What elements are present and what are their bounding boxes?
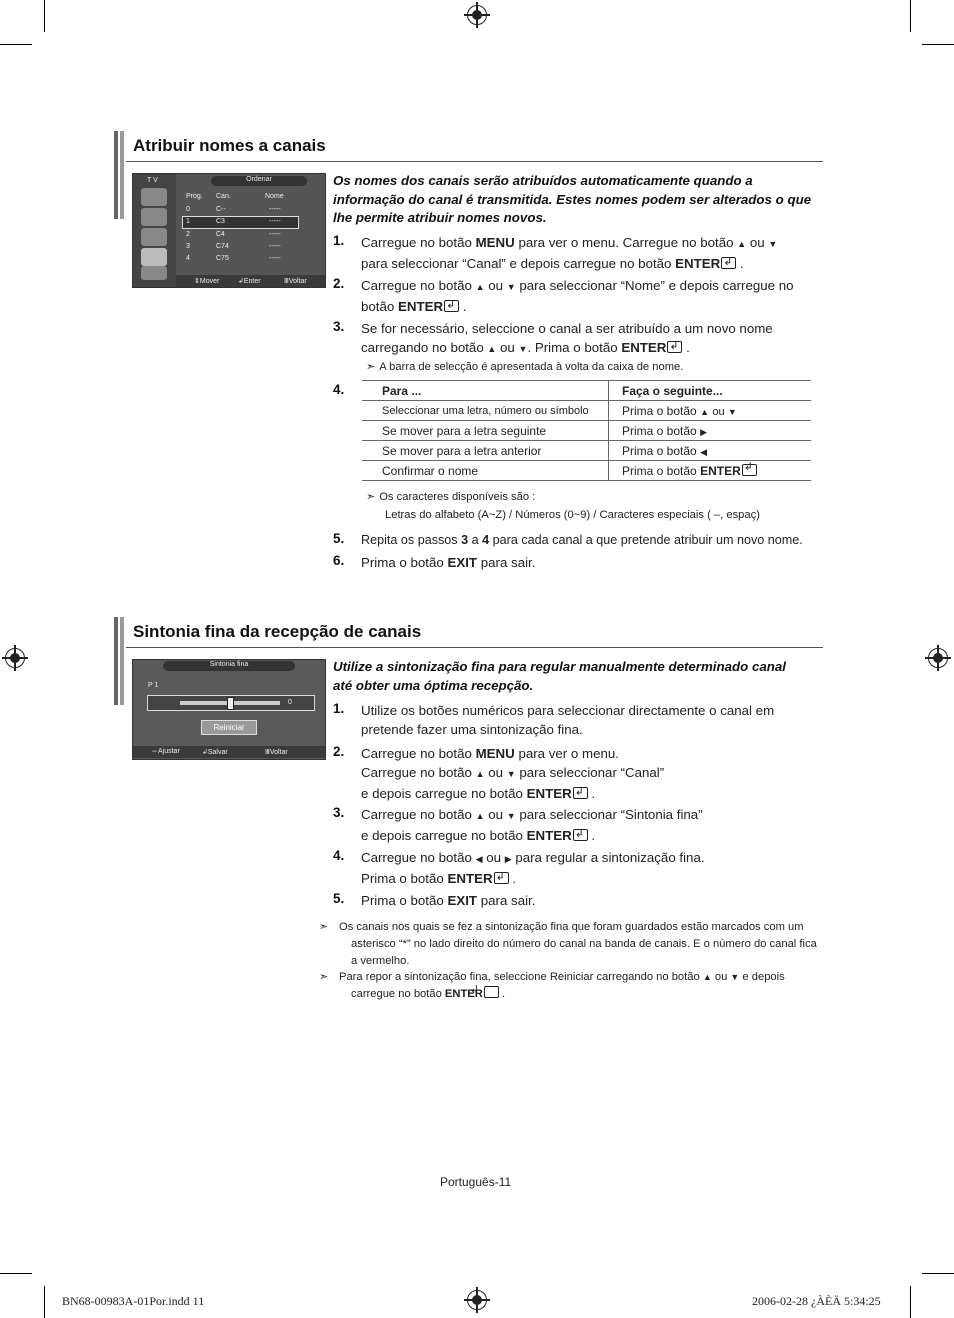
note: Letras do alfabeto (A~Z) / Números (0~9) / Caracteres especiais ( –, espaç) (385, 509, 760, 521)
section-rule (126, 647, 823, 648)
tv-row-nome: ----- (269, 218, 281, 225)
tv-row-prog: 0 (186, 206, 190, 213)
step-number: 2. (333, 276, 345, 291)
step-number: 2. (333, 744, 345, 759)
tv-footer-voltar: Voltar (288, 278, 307, 285)
tv-row-nome: ----- (269, 231, 281, 238)
tv-footer: ⇕Mover ↲Enter ⅢVoltar (176, 275, 325, 287)
note: ➣ Para repor a sintonização fina, seleccione Reiniciar carregando no botão ▲ ou ▼ e depois carregue no botão ENTER↲ . (335, 969, 821, 1003)
tv-col-can: Can. (216, 193, 231, 200)
tv-footer-mover: Mover (199, 278, 220, 285)
crop-mark (922, 1273, 954, 1274)
left-arrow-icon: ◀ (700, 446, 707, 457)
tv-prog-label: P 1 (148, 682, 159, 689)
setup-icon (141, 248, 167, 266)
tv-slider-value: 0 (288, 699, 292, 706)
table-header-cell: Faça o seguinte... (609, 381, 812, 401)
step-number: 1. (333, 701, 345, 716)
down-arrow-icon: ▼ (730, 972, 740, 982)
up-arrow-icon: ▲ (475, 811, 485, 821)
section-title: Sintonia fina da recepção de canais (133, 622, 422, 641)
table-cell: Prima o botão ◀ (609, 441, 812, 461)
print-timestamp: 2006-02-28 ¿ÀÈÄ 5:34:25 (752, 1294, 881, 1308)
tv-footer-ajustar: Ajustar (158, 748, 180, 755)
step-text: Se for necessário, seleccione o canal a ser atribuído a um novo nome carregando no botão ▲ ou ▼. Prima o botão ENTER↲ . (361, 319, 823, 359)
file-info: BN68-00983A-01Por.indd 11 (62, 1294, 205, 1308)
crop-mark (0, 44, 32, 45)
tv-header: Sintonia fina (163, 661, 295, 671)
tv-col-prog: Prog. (186, 193, 203, 200)
enter-icon (484, 986, 499, 998)
down-arrow-icon: ▼ (518, 344, 528, 354)
step-text: Carregue no botão MENU para ver o menu. Carregue no botão ▲ ou ▼ para seleccionar “Canal” e depois carregue no botão ENTER↲ . (361, 233, 823, 273)
crop-mark (922, 44, 954, 45)
table-cell: Se mover para a letra seguinte (362, 421, 609, 441)
tv-header: Ordenar (211, 176, 307, 186)
enter-icon (494, 872, 509, 884)
tv-row-can: C74 (216, 243, 229, 250)
enter-icon (444, 300, 459, 312)
step-number: 6. (333, 553, 345, 568)
table-header-cell: Para ... (362, 381, 609, 401)
note: ➣ Os canais nos quais se fez a sintonização fina que foram guardados estão marcados com um asterisco “*” no lado direito do número do canal na banda de canais. E o número do canal fica a vermelho. (319, 921, 817, 967)
step-number: 4. (333, 382, 345, 397)
table-cell: Prima o botão ▲ ou ▼ (609, 401, 812, 421)
registration-mark-icon (467, 5, 487, 25)
step-text: Repita os passos 3 a 4 para cada canal a que pretende atribuir um novo nome. (361, 533, 803, 547)
tv-col-nome: Nome (265, 193, 284, 200)
tv-footer-voltar: Voltar (269, 749, 288, 756)
tv-footer-enter: Enter (243, 278, 261, 285)
step-text: Carregue no botão ◀ ou ▶ para regular a sintonização fina. Prima o botão ENTER↲ . (361, 848, 811, 888)
tv-slider-knob (227, 697, 234, 710)
section-bar (114, 131, 118, 219)
picture-icon (141, 188, 167, 206)
page-number: Português-11 (440, 1175, 512, 1189)
enter-icon (721, 257, 736, 269)
section-bar (120, 131, 124, 219)
tv-row-prog: 3 (186, 243, 190, 250)
tv-fine-tune-screenshot (132, 659, 326, 760)
crop-mark (44, 0, 45, 32)
section-intro: Utilize a sintonização fina para regular manualmente determinado canal até obter uma óptima recepção. (333, 659, 786, 693)
step-number: 3. (333, 805, 345, 820)
step-number: 5. (333, 891, 345, 906)
table-row (362, 441, 811, 461)
tv-row-prog: 4 (186, 255, 190, 262)
tv-row-nome: ----- (269, 255, 281, 262)
channel-icon (141, 228, 167, 246)
section-title: Atribuir nomes a canais (133, 136, 326, 155)
up-arrow-icon: ▲ (737, 239, 747, 249)
tv-row-prog: 2 (186, 231, 190, 238)
tv-row-can: C-- (216, 206, 226, 213)
tv-row-can: C3 (216, 218, 225, 225)
registration-mark-icon (467, 1290, 487, 1310)
down-arrow-icon: ▼ (768, 239, 778, 249)
table-header-row (362, 381, 811, 401)
left-arrow-icon: ◀ (475, 854, 483, 864)
down-arrow-icon: ▼ (506, 282, 516, 292)
crop-mark (910, 1286, 911, 1318)
note: ➣ Os caracteres disponíveis são : (366, 489, 535, 506)
tv-row-nome: ----- (269, 206, 281, 213)
tv-footer-salvar: Salvar (207, 749, 228, 756)
crop-mark (0, 1273, 32, 1274)
section-intro: Os nomes dos canais serão atribuídos automaticamente quando a informação do canal é transmitida. Estes nomes podem ser alterados o que lhe permite atribuir nomes novos. (333, 173, 812, 225)
reset-button: Reiniciar (201, 720, 257, 735)
tv-row-can: C4 (216, 231, 225, 238)
table-cell: Seleccionar uma letra, número ou símbolo (362, 401, 609, 421)
down-arrow-icon: ▼ (506, 769, 516, 779)
tv-row-prog: 1 (186, 218, 190, 225)
sound-icon (141, 208, 167, 226)
tv-side-label: T V (147, 177, 158, 184)
right-arrow-icon: ▶ (504, 854, 512, 864)
table-cell: Prima o botão ENTER↲ (609, 461, 812, 481)
tv-selection-bar (182, 216, 299, 229)
right-arrow-icon: ▶ (700, 426, 707, 437)
table-row (362, 461, 811, 481)
tv-sidebar (133, 174, 176, 287)
note-arrow-icon: ➣ (366, 361, 376, 373)
tv-menu-screenshot (132, 173, 326, 288)
registration-mark-icon (5, 648, 25, 668)
down-arrow-icon: ▼ (727, 406, 737, 417)
down-arrow-icon: ▼ (506, 811, 516, 821)
tv-row-can: C75 (216, 255, 229, 262)
step-text: Prima o botão EXIT para sair. (361, 893, 536, 908)
tv-row-nome: ----- (269, 243, 281, 250)
step-number: 3. (333, 319, 345, 334)
table-row (362, 421, 811, 441)
section-rule (126, 161, 823, 162)
step-text: Utilize os botões numéricos para seleccionar directamente o canal em pretende fazer uma sintonização fina. (361, 703, 775, 737)
table-cell: Confirmar o nome (362, 461, 609, 481)
key-table (362, 380, 811, 481)
note-arrow-icon: ➣ (366, 491, 376, 503)
up-arrow-icon: ▲ (475, 769, 485, 779)
note: ➣ A barra de selecção é apresentada à volta da caixa de nome. (366, 359, 683, 376)
input-icon (141, 266, 167, 280)
step-text: Carregue no botão ▲ ou ▼ para seleccionar “Sintonia fina” e depois carregue no botão ENTER↲ . (361, 805, 811, 845)
step-number: 5. (333, 531, 345, 546)
section-bar (120, 617, 124, 705)
up-arrow-icon: ▲ (702, 972, 712, 982)
tv-slider-box (147, 695, 315, 711)
up-arrow-icon: ▲ (487, 344, 497, 354)
table-row (362, 401, 811, 421)
enter-icon (573, 829, 588, 841)
table-cell: Prima o botão ▶ (609, 421, 812, 441)
registration-mark-icon (928, 648, 948, 668)
up-arrow-icon: ▲ (475, 282, 485, 292)
step-text: Carregue no botão MENU para ver o menu. Carregue no botão ▲ ou ▼ para seleccionar “Canal” e depois carregue no botão ENTER↲ . (361, 744, 811, 803)
enter-icon (742, 464, 757, 476)
up-arrow-icon: ▲ (700, 406, 709, 417)
step-number: 1. (333, 233, 345, 248)
step-number: 4. (333, 848, 345, 863)
step-text: Carregue no botão ▲ ou ▼ para seleccionar “Nome” e depois carregue no botão ENTER↲ . (361, 276, 827, 316)
crop-mark (44, 1286, 45, 1318)
table-cell: Se mover para a letra anterior (362, 441, 609, 461)
enter-icon (573, 787, 588, 799)
step-text: Prima o botão EXIT para sair. (361, 555, 536, 570)
crop-mark (910, 0, 911, 32)
section-bar (114, 617, 118, 705)
enter-icon (667, 341, 682, 353)
tv-footer: ⇔Ajustar ↲Salvar ⅢVoltar (133, 746, 325, 758)
